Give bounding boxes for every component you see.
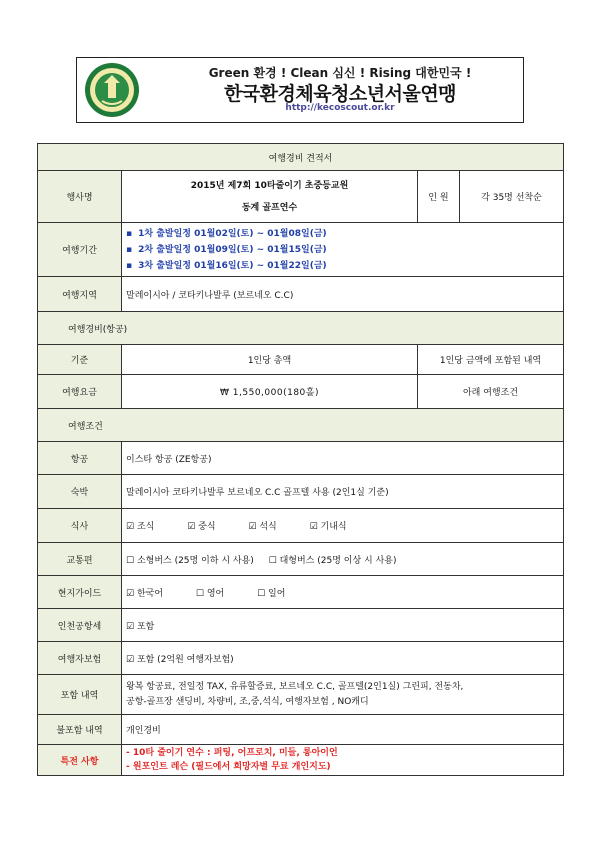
lodging-label: 숙박	[38, 475, 122, 509]
special-value: - 10타 줄이기 연수 : 퍼팅, 어프로치, 미들, 롱아이언 - 원포인트 레슨 (필드에서 희망자별 무료 개인지도)	[122, 745, 564, 776]
basis-value: 1인당 총액	[122, 345, 418, 375]
federation-emblem-icon	[83, 61, 141, 119]
meal-checkbox[interactable]: ☑	[126, 522, 137, 532]
conditions-section-heading: 여행조건	[38, 409, 564, 442]
transport-checkbox[interactable]: ☐	[268, 555, 280, 566]
excluded-value: 개인경비	[122, 715, 564, 745]
quote-table	[37, 143, 564, 776]
meal-checkbox[interactable]: ☑	[309, 522, 321, 532]
transport-options: ☐ 소형버스 (25명 이하 시 사용) ☐ 대형버스 (25명 이상 시 사용)	[122, 543, 564, 576]
airline-label: 항공	[38, 442, 122, 475]
airport-tax-label: 인천공항세	[38, 609, 122, 642]
basis-label: 기준	[38, 345, 122, 375]
airport-tax-checkbox[interactable]: ☑	[126, 621, 137, 632]
meals-label: 식사	[38, 509, 122, 543]
lodging-value: 말레이시아 코타키나발루 보르네오 C.C 골프텔 사용 (2인1실 기준)	[122, 475, 564, 509]
region-label: 여행지역	[38, 277, 122, 312]
airline-value: 이스타 항공 (ZE항공)	[122, 442, 564, 475]
meal-checkbox[interactable]: ☑	[187, 522, 199, 532]
insurance-checkbox[interactable]: ☑	[126, 654, 137, 665]
schedule-line: ▪ 2차 출발일정 01월09일(토) ~ 01월15일(금)	[126, 244, 327, 255]
meal-checkbox[interactable]: ☑	[248, 522, 260, 532]
transport-checkbox[interactable]: ☐	[126, 555, 137, 566]
period-label: 여행기간	[38, 223, 122, 277]
excluded-label: 불포함 내역	[38, 715, 122, 745]
included-label: 포함 내역	[38, 675, 122, 715]
included-value: 왕복 항공료, 전일정 TAX, 유류할증료, 보르네오 C.C, 골프텔(2인1실) 그린피, 전동차, 공항-골프장 샌딩비, 차량비, 조,중,석식, 여행자보험 , NO캐디	[122, 675, 564, 715]
guide-label: 현지가이드	[38, 576, 122, 609]
guide-checkbox[interactable]: ☑	[126, 588, 137, 599]
event-name: 2015년 제7회 10타줄이기 초중등교원 동계 골프연수	[122, 171, 418, 223]
schedule-line: ▪ 1차 출발일정 01월02일(토) ~ 01월08일(금)	[126, 228, 327, 239]
schedule-line: ▪ 3차 출발일정 01월16일(토) ~ 01월22일(금)	[126, 260, 327, 271]
fare-value: ₩ 1,550,000(180홀)	[122, 375, 418, 409]
special-label: 특전 사항	[38, 745, 122, 776]
cost-section-heading: 여행경비(항공)	[38, 312, 564, 345]
region-value: 말레이시아 / 코타키나발루 (보르네오 C.C)	[122, 277, 564, 312]
document-title: 여행경비 견적서	[38, 144, 564, 171]
guide-options: ☑ 한국어 ☐ 영어 ☐ 일어	[122, 576, 564, 609]
people-value: 각 35명 선착순	[460, 171, 564, 223]
guide-checkbox[interactable]: ☐	[195, 588, 207, 599]
airport-tax-value: ☑ 포함	[122, 609, 564, 642]
basis-note: 1인당 금액에 포함된 내역	[418, 345, 564, 375]
period-schedule	[122, 223, 564, 277]
insurance-value: ☑ 포함 (2억원 여행자보험)	[122, 642, 564, 675]
transport-label: 교통편	[38, 543, 122, 576]
insurance-label: 여행자보험	[38, 642, 122, 675]
org-url-link[interactable]: http://kecoscout.or.kr	[285, 103, 395, 113]
event-label: 행사명	[38, 171, 122, 223]
slogan: Green 환경 ! Clean 심신 ! Rising 대한민국 !	[208, 66, 472, 80]
fare-label: 여행요금	[38, 375, 122, 409]
org-name: 한국환경체육청소년서울연맹	[223, 83, 457, 105]
letterhead	[76, 57, 524, 123]
meals-options: ☑ 조식 ☑ 중식 ☑ 석식 ☑ 기내식	[122, 509, 564, 543]
fare-note: 아래 여행조건	[418, 375, 564, 409]
people-label: 인 원	[418, 171, 460, 223]
guide-checkbox[interactable]: ☐	[257, 588, 269, 599]
